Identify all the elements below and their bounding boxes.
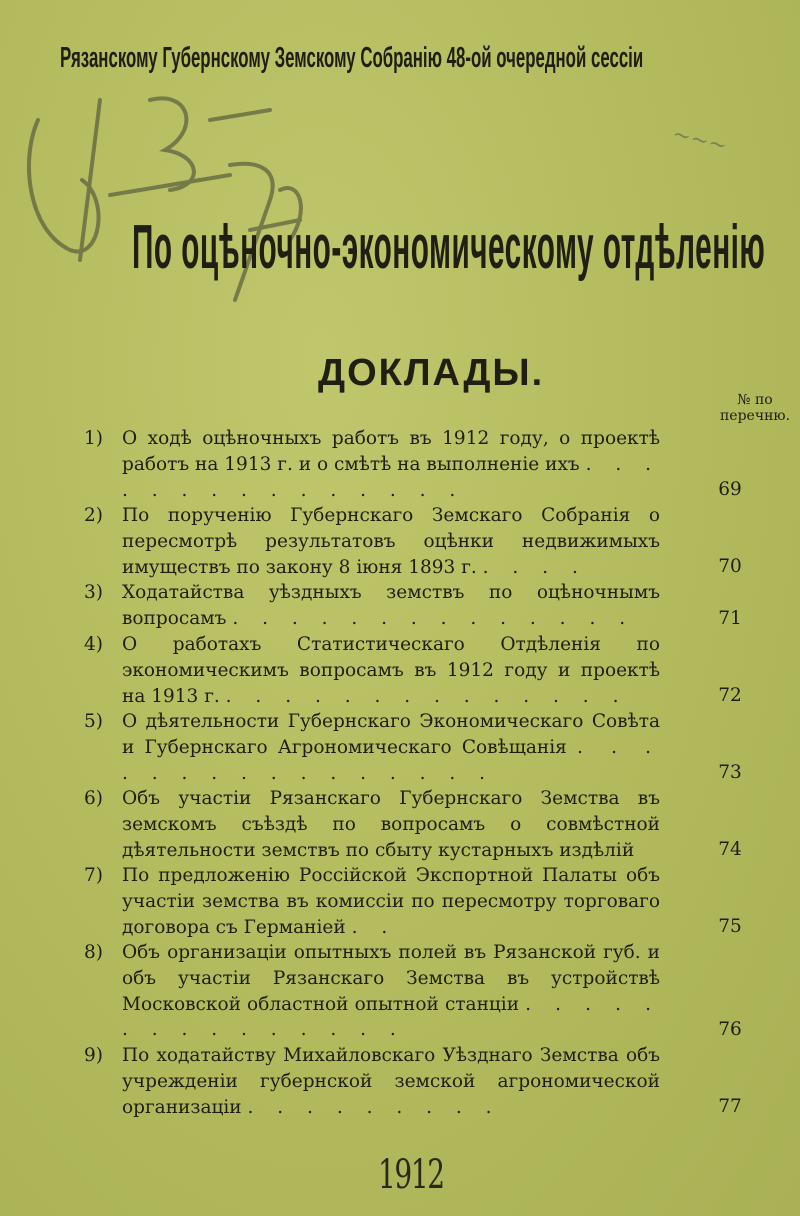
pencil-note: ~~~ [669, 121, 730, 160]
item-text: Объ организаціи опытныхъ полей въ Рязанской губ. и объ участіи Рязанскаго Земства въ устройствѣ Московской областной опытной станціи [122, 942, 660, 1015]
item-page-number: 74 [718, 839, 742, 861]
item-text: О работахъ Статистическаго Отдѣленія по экономическимъ вопросамъ въ 1912 году и проектѣ на 1913 г. [122, 634, 660, 707]
item-text: По предложенію Россійской Экспортной Палаты объ участіи земства въ комиссіи по пересмотру торговаго договора съ Германіей [122, 865, 660, 938]
item-page-number: 72 [718, 685, 742, 707]
column-header [712, 392, 798, 424]
item-text: По ходатайству Михайловскаго Уѣзднаго Земства объ учрежденіи губернской земской агрономической организаціи [122, 1045, 660, 1118]
list-item: 2) По порученію Губернскаго Земскаго Собранія о пересмотрѣ результатовъ оцѣнки недвижимыхъ имуществъ по закону 8 іюня 1893 г. . . . . 70 [84, 503, 784, 580]
item-text: О дѣятельности Губернскаго Экономическаго Совѣта и Губернскаго Агрономическаго Совѣщанія [122, 711, 660, 758]
column-header-line2: перечню. [719, 408, 791, 424]
item-page-number: 73 [718, 762, 742, 784]
list-item: 3) Ходатайства уѣздныхъ земствъ по оцѣночнымъ вопросамъ . . . . . . . . . . . . . . 71 [84, 580, 784, 632]
item-page-number: 76 [718, 1019, 742, 1041]
item-page-number: 77 [718, 1096, 742, 1118]
item-number: 4) [84, 634, 103, 655]
item-number: 6) [84, 788, 103, 809]
item-text: Объ участіи Рязанскаго Губернскаго Земства въ земскомъ съѣздѣ по вопросамъ о совмѣстной дѣятельности земствъ по сбыту кустарныхъ издѣлій [122, 788, 660, 861]
item-number: 1) [84, 428, 103, 449]
item-page-number: 71 [718, 608, 742, 630]
list-item: 7) По предложенію Россійской Экспортной Палаты объ участіи земства въ комиссіи по пересмотру торговаго договора съ Германіей . . 75 [84, 863, 784, 940]
header-line: Рязанскому Губернскому Земскому Собранію 48-ой очередной сессіи [60, 42, 644, 74]
section-title: По оцѣночно-экономическому отдѣленію [132, 213, 766, 282]
column-header-line1: № по [737, 392, 773, 408]
item-page-number: 75 [718, 916, 742, 938]
list-item: 5) О дѣятельности Губернскаго Экономическаго Совѣта и Губернскаго Агрономическаго Совѣщанія . . . . . . . . . . . . . . . . 73 [84, 709, 784, 786]
item-number: 8) [84, 942, 103, 963]
list-item: 9) По ходатайству Михайловскаго Уѣзднаго Земства объ учрежденіи губернской земской агрономической организаціи . . . . . . . . . 77 [84, 1043, 784, 1120]
item-text: Ходатайства уѣздныхъ земствъ по оцѣночнымъ вопросамъ [122, 582, 660, 629]
item-page-number: 70 [718, 556, 742, 578]
document-title: ДОКЛАДЫ. [318, 352, 545, 394]
report-list [84, 426, 784, 1120]
list-item: 8) Объ организаціи опытныхъ полей въ Рязанской губ. и объ участіи Рязанскаго Земства въ устройствѣ Московской областной опытной станціи . . . . . . . . . . . . . . . 76 [84, 940, 784, 1043]
item-number: 9) [84, 1045, 103, 1066]
list-item [84, 786, 784, 863]
item-number: 2) [84, 505, 103, 526]
item-number: 7) [84, 865, 103, 886]
dot-leader: . . . . . . . . . . . . . . . [122, 453, 660, 501]
year-stamp: 1912 [378, 1152, 444, 1198]
item-text: О ходѣ оцѣночныхъ работъ въ 1912 году, о проектѣ работъ на 1913 г. и о смѣтѣ на выполненіе ихъ [122, 428, 660, 475]
item-number: 3) [84, 582, 103, 603]
item-text: По порученію Губернскаго Земскаго Собранія о пересмотрѣ результатовъ оцѣнки недвижимыхъ имуществъ по закону 8 іюня 1893 г. [122, 505, 660, 578]
item-page-number: 69 [718, 479, 742, 501]
item-number: 5) [84, 711, 103, 732]
list-item [84, 426, 784, 503]
list-item: 4) О работахъ Статистическаго Отдѣленія по экономическимъ вопросамъ въ 1912 году и проектѣ на 1913 г. . . . . . . . . . . . . . . 72 [84, 632, 784, 709]
